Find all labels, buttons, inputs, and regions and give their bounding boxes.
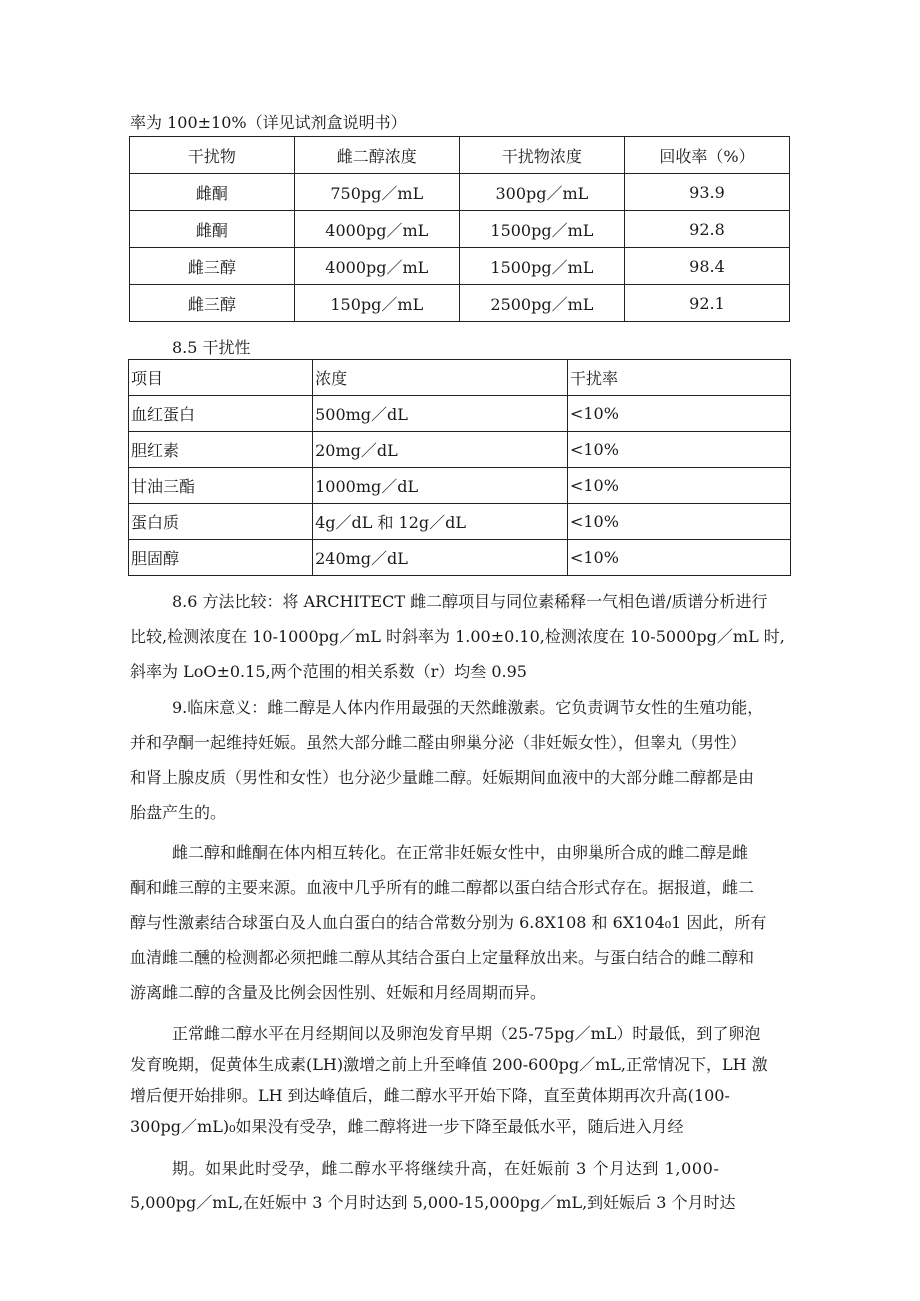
header-cell: 干扰物 xyxy=(130,137,295,174)
table-cell: 蛋白质 xyxy=(129,504,313,540)
clinical-line-4: 胎盘产生的。 xyxy=(130,803,227,822)
table-cell: 20mg／dL xyxy=(313,432,568,468)
table-cell: 4g／dL 和 12g／dL xyxy=(313,504,568,540)
table-cell: 93.9 xyxy=(624,174,789,211)
table-header-row xyxy=(129,360,791,396)
table-row xyxy=(130,174,790,211)
interference-recovery-table xyxy=(129,136,790,322)
table-cell: 500mg／dL xyxy=(313,396,568,432)
section-heading-8-5: 8.5 干扰性 xyxy=(172,338,251,357)
table-cell: 150pg／mL xyxy=(294,285,459,322)
table-cell: <10% xyxy=(567,540,790,576)
table-row xyxy=(130,285,790,322)
table-cell: 雌三醇 xyxy=(130,285,295,322)
header-cell: 项目 xyxy=(129,360,313,396)
pregnancy-line-2: 5,000pg／mL,在妊娠中 3 个月时达到 5,000-15,000pg／mL,到妊娠后 3 个月时达 xyxy=(130,1193,736,1212)
pregnancy-line-1: 期。如果此时受孕，雌二醇水平将继续升高，在妊娠前 3 个月达到 1,000- xyxy=(172,1159,720,1178)
conversion-line-3: 醇与性激素结合球蛋白及人血白蛋白的结合常数分别为 6.8X108 和 6X104₀1 因此，所有 xyxy=(130,913,767,932)
header-cell: 回收率（%） xyxy=(624,137,789,174)
conversion-line-5: 游离雌二醇的含量及比例会因性别、妊娠和月经周期而异。 xyxy=(130,983,547,1002)
table-cell: 750pg／mL xyxy=(294,174,459,211)
table-row xyxy=(129,468,791,504)
levels-line-3: 增后便开始排卵。LH 到达峰值后，雌二醇水平开始下降，直至黄体期再次升高(100- xyxy=(130,1086,730,1105)
table-cell: <10% xyxy=(567,468,790,504)
levels-line-1: 正常雌二醇水平在月经期间以及卵泡发育早期（25-75pg／mL）时最低，到了卵泡 xyxy=(172,1024,761,1043)
header-cell: 干扰物浓度 xyxy=(459,137,624,174)
table-cell: 1500pg／mL xyxy=(459,211,624,248)
table-row xyxy=(129,396,791,432)
table-cell: 胆红素 xyxy=(129,432,313,468)
header-cell: 雌二醇浓度 xyxy=(294,137,459,174)
conversion-line-1: 雌二醇和雌酮在体内相互转化。在正常非妊娠女性中，由卵巢所合成的雌二醇是雌 xyxy=(172,843,749,862)
table-cell: <10% xyxy=(567,504,790,540)
conversion-line-2: 酮和雌三醇的主要来源。血液中几乎所有的雌二醇都以蛋白结合形式存在。据报道，雌二 xyxy=(130,878,755,897)
table-header-row xyxy=(130,137,790,174)
table-row xyxy=(130,211,790,248)
table-cell: 300pg／mL xyxy=(459,174,624,211)
interference-rate-table xyxy=(128,359,791,576)
table-cell: <10% xyxy=(567,432,790,468)
intro-line: 率为 100±10%（详见试剂盒说明书） xyxy=(130,113,407,132)
method-comparison-line-3: 斜率为 LoO±0.15,两个范围的相关系数（r）均叁 0.95 xyxy=(130,662,527,681)
table-cell: 4000pg／mL xyxy=(294,248,459,285)
table-cell: 甘油三酯 xyxy=(129,468,313,504)
levels-line-2: 发育晚期，促黄体生成素(LH)激增之前上升至峰值 200-600pg／mL,正常情况下，LH 激 xyxy=(130,1055,768,1074)
header-cell: 浓度 xyxy=(313,360,568,396)
table-cell: 雌三醇 xyxy=(130,248,295,285)
table-row xyxy=(129,540,791,576)
table-cell: 92.1 xyxy=(624,285,789,322)
method-comparison-line-1: 8.6 方法比较：将 ARCHITECT 雌二醇项目与同位素稀释一气相色谱/质谱分析进行 xyxy=(172,592,768,611)
table-cell: 2500pg／mL xyxy=(459,285,624,322)
table-row xyxy=(129,504,791,540)
table-cell: 1500pg／mL xyxy=(459,248,624,285)
table-cell: 1000mg／dL xyxy=(313,468,568,504)
table-row xyxy=(129,432,791,468)
table-cell: 4000pg／mL xyxy=(294,211,459,248)
method-comparison-line-2: 比较,检测浓度在 10-1000pg／mL 时斜率为 1.00±0.10,检测浓度在 10-5000pg／mL 时, xyxy=(130,627,785,646)
table-cell: 98.4 xyxy=(624,248,789,285)
header-cell: 干扰率 xyxy=(567,360,790,396)
table-row xyxy=(130,248,790,285)
clinical-line-3: 和肾上腺皮质（男性和女性）也分泌少量雌二醇。妊娠期间血液中的大部分雌二醇都是由 xyxy=(130,768,755,787)
table-cell: 血红蛋白 xyxy=(129,396,313,432)
clinical-line-2: 并和孕酮一起维持妊娠。虽然大部分雌二醛由卵巢分泌（非妊娠女性），但睾丸（男性） xyxy=(130,733,747,752)
table-cell: 92.8 xyxy=(624,211,789,248)
table-cell: 雌酮 xyxy=(130,174,295,211)
conversion-line-4: 血清雌二醺的检测都必须把雌二醇从其结合蛋白上定量释放出来。与蛋白结合的雌二醇和 xyxy=(130,948,755,967)
clinical-line-1: 9.临床意义：雌二醇是人体内作用最强的天然雌激素。它负责调节女性的生殖功能， xyxy=(172,698,764,717)
table-cell: 胆固醇 xyxy=(129,540,313,576)
levels-line-4: 300pg／mL)₀如果没有受孕，雌二醇将进一步下降至最低水平，随后进入月经 xyxy=(130,1117,684,1136)
table-cell: <10% xyxy=(567,396,790,432)
table-cell: 雌酮 xyxy=(130,211,295,248)
table-cell: 240mg／dL xyxy=(313,540,568,576)
